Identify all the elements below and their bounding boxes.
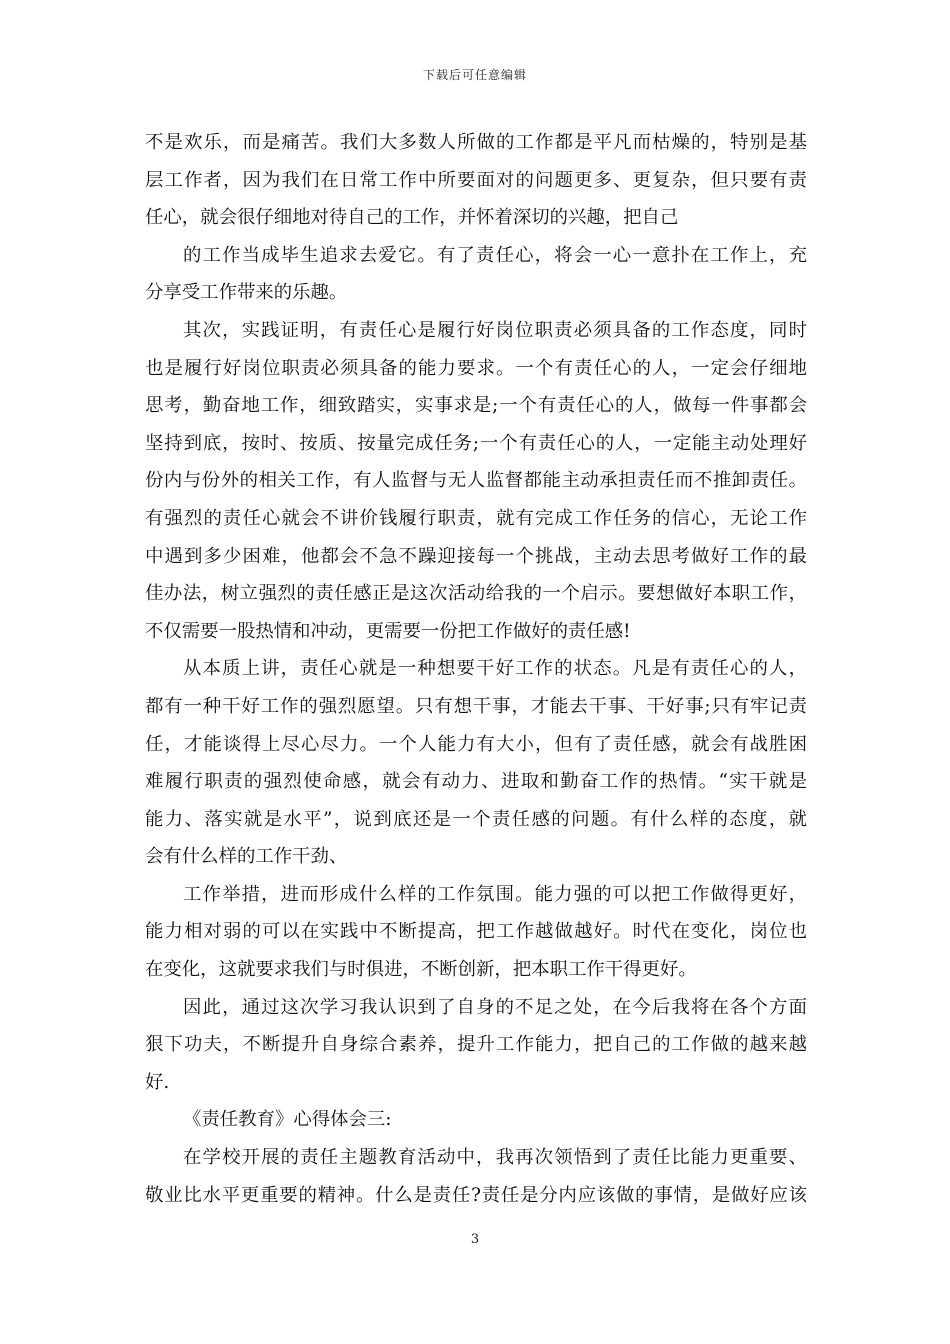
text-line: 因此，通过这次学习我认识到了自身的不足之处，在今后我将在各个方面 xyxy=(183,996,807,1018)
text-line: 思考，勤奋地工作，细致踏实，实事求是;一个有责任心的人，做每一件事都会 xyxy=(145,395,807,417)
text-line: 在变化，这就要求我们与时俱进，不断创新，把本职工作干得更好。 xyxy=(145,959,697,981)
text-line: 好. xyxy=(145,1071,170,1093)
text-line: 《责任教育》心得体会三: xyxy=(183,1109,392,1131)
text-line: 也是履行好岗位职责必须具备的能力要求。一个有责任心的人，一定会仔细地 xyxy=(145,357,807,379)
text-line: 难履行职责的强烈使命感，就会有动力、进取和勤奋工作的热情。“实干就是 xyxy=(145,771,807,793)
text-line: 能力相对弱的可以在实践中不断提高，把工作越做越好。时代在变化，岗位也 xyxy=(145,921,807,943)
text-line: 会有什么样的工作干劲、 xyxy=(145,846,348,868)
text-line: 都有一种干好工作的强烈愿望。只有想干事，才能去干事、干好事;只有牢记责 xyxy=(145,695,807,717)
text-line: 敬业比水平更重要的精神。什么是责任?责任是分内应该做的事情，是做好应该 xyxy=(145,1184,807,1206)
page-header: 下载后可任意编辑 xyxy=(422,68,527,82)
text-line: 不仅需要一股热情和冲动，更需要一份把工作做好的责任感! xyxy=(145,620,631,642)
text-line: 任，才能谈得上尽心尽力。一个人能力有大小，但有了责任感，就会有战胜困 xyxy=(145,733,807,755)
text-line: 分享受工作带来的乐趣。 xyxy=(145,282,348,304)
text-line: 不是欢乐，而是痛苦。我们大多数人所做的工作都是平凡而枯燥的，特别是基 xyxy=(145,132,807,153)
text-line: 狠下功夫，不断提升自身综合素养，提升工作能力，把自己的工作做的越来越 xyxy=(145,1034,807,1056)
document-body xyxy=(145,124,807,1214)
text-line: 工作举措，进而形成什么样的工作氛围。能力强的可以把工作做得更好， xyxy=(183,883,807,905)
text-line: 有强烈的责任心就会不讲价钱履行职责，就有完成工作任务的信心，无论工作 xyxy=(145,507,807,529)
text-line: 其次，实践证明，有责任心是履行好岗位职责必须具备的工作态度，同时 xyxy=(183,319,807,341)
text-line: 佳办法，树立强烈的责任感正是这次活动给我的一个启示。要想做好本职工作， xyxy=(145,583,807,605)
text-line: 的工作当成毕生追求去爱它。有了责任心，将会一心一意扑在工作上，充 xyxy=(183,244,807,266)
text-line: 层工作者，因为我们在日常工作中所要面对的问题更多、更复杂，但只要有责 xyxy=(145,169,807,191)
text-line: 坚持到底，按时、按质、按量完成任务;一个有责任心的人，一定能主动处理好 xyxy=(145,432,807,454)
text-line: 任心，就会很仔细地对待自己的工作，并怀着深切的兴趣，把自己 xyxy=(145,207,679,229)
text-line: 在学校开展的责任主题教育活动中，我再次领悟到了责任比能力更重要、 xyxy=(183,1147,807,1169)
text-line: 中遇到多少困难，他都会不急不躁迎接每一个挑战，主动去思考做好工作的最 xyxy=(145,545,807,567)
text-line: 份内与份外的相关工作，有人监督与无人监督都能主动承担责任而不推卸责任。 xyxy=(145,470,807,492)
text-line: 能力、落实就是水平”，说到底还是一个责任感的问题。有什么样的态度，就 xyxy=(145,808,807,830)
text-line: 从本质上讲，责任心就是一种想要干好工作的状态。凡是有责任心的人， xyxy=(183,658,807,680)
page-number: 3 xyxy=(470,1232,480,1247)
